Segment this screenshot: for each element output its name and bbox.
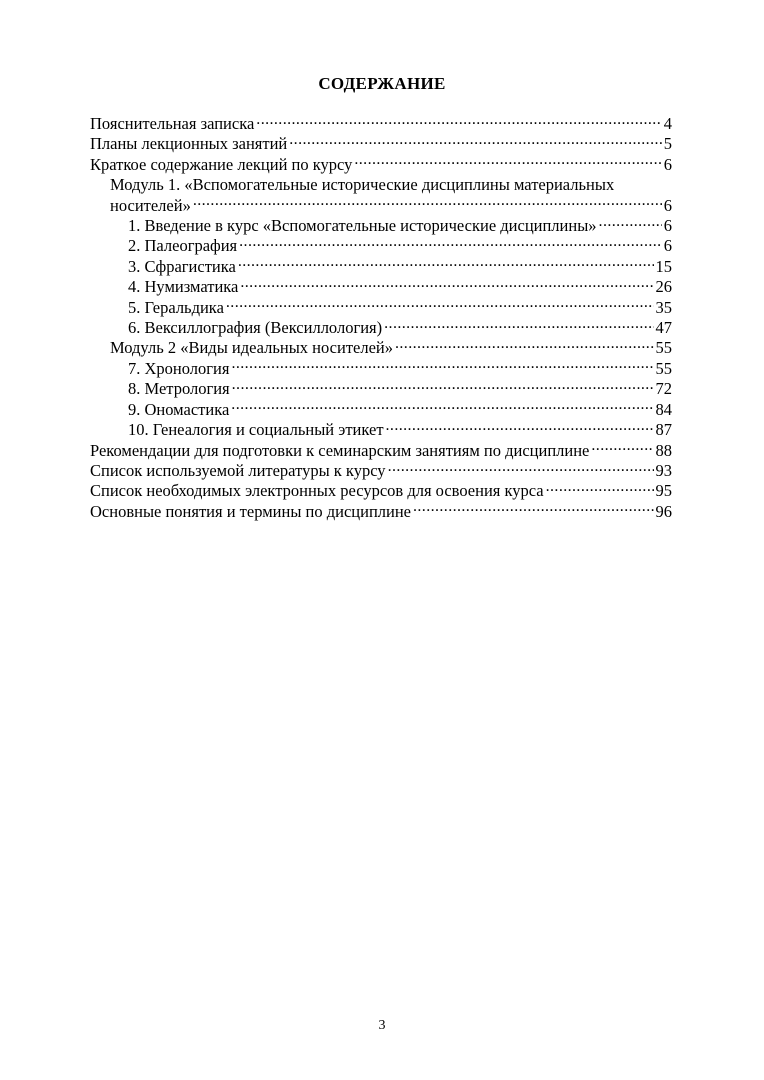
toc-leader-dots — [256, 115, 661, 129]
toc-entry-title: Основные понятия и термины по дисциплине — [90, 501, 411, 521]
toc-entry-title: 1. Введение в курс «Вспомогательные исторические дисциплины» — [128, 216, 597, 236]
toc-entry-literature[interactable] — [90, 461, 672, 481]
toc-leader-dots — [240, 278, 653, 292]
toc-entry-page: 35 — [655, 297, 672, 317]
toc-entry-explanatory-note[interactable] — [90, 114, 672, 134]
toc-entry-glossary[interactable] — [90, 502, 672, 522]
toc-entry-title: Краткое содержание лекций по курсу — [90, 154, 353, 174]
toc-entry-paleography[interactable] — [90, 236, 672, 256]
toc-entry-lecture-plans[interactable] — [90, 134, 672, 154]
toc-entry-vexillography[interactable] — [90, 318, 672, 338]
toc-entry-genealogy[interactable] — [90, 420, 672, 440]
toc-leader-dots — [384, 319, 653, 333]
toc-entry-page: 6 — [663, 236, 672, 256]
toc-entry-onomastics[interactable] — [90, 400, 672, 420]
toc-entry-page: 6 — [663, 216, 672, 236]
toc-entry-page: 26 — [655, 277, 672, 297]
toc-leader-dots — [239, 237, 662, 251]
toc-entry-page: 6 — [663, 195, 672, 215]
toc-leader-dots — [232, 380, 654, 394]
toc-leader-dots — [226, 299, 654, 313]
toc-entry-title: 5. Геральдика — [128, 297, 224, 317]
toc-entry-page: 55 — [655, 358, 672, 378]
toc-leader-dots — [599, 217, 662, 231]
toc-entry-page: 55 — [655, 338, 672, 358]
toc-leader-dots — [386, 421, 654, 435]
toc-entry-page: 95 — [655, 481, 672, 501]
toc-leader-dots — [354, 156, 661, 170]
table-of-contents — [90, 114, 672, 522]
toc-leader-dots — [231, 360, 653, 374]
toc-entry-chronology[interactable] — [90, 359, 672, 379]
toc-entry-title: 6. Вексиллография (Вексиллология) — [128, 318, 383, 338]
toc-leader-dots — [289, 135, 661, 149]
toc-entry-title: 3. Сфрагистика — [128, 256, 236, 276]
toc-entry-title: Модуль 2 «Виды идеальных носителей» — [110, 338, 393, 358]
toc-entry-seminar-recommendations[interactable] — [90, 441, 672, 461]
toc-entry-module-2[interactable] — [90, 338, 672, 358]
toc-entry-title: Список используемой литературы к курсу — [90, 460, 386, 480]
toc-entry-title: 4. Нумизматика — [128, 277, 239, 297]
toc-entry-title-line1: Модуль 1. «Вспомогательные исторические дисциплины материальных — [110, 175, 615, 195]
toc-leader-dots — [591, 442, 653, 456]
toc-entry-page: 93 — [655, 460, 672, 480]
toc-entry-page: 5 — [663, 134, 672, 154]
toc-entry-title: Планы лекционных занятий — [90, 134, 288, 154]
toc-entry-title: Рекомендации для подготовки к семинарским занятиям по дисциплине — [90, 440, 590, 460]
toc-entry-page: 88 — [655, 440, 672, 460]
toc-entry-page: 72 — [655, 379, 672, 399]
toc-entry-title: Список необходимых электронных ресурсов для освоения курса — [90, 481, 544, 501]
toc-entry-page: 84 — [655, 399, 672, 419]
toc-entry-page: 6 — [663, 154, 672, 174]
toc-entry-title-line2: носителей» — [110, 195, 191, 215]
toc-leader-dots — [413, 503, 654, 517]
toc-leader-dots — [546, 482, 654, 496]
toc-leader-dots — [388, 462, 654, 476]
toc-entry-module-1[interactable] — [90, 175, 672, 216]
toc-entry-intro[interactable] — [90, 216, 672, 236]
toc-entry-page: 4 — [663, 114, 672, 133]
toc-leader-dots — [231, 401, 653, 415]
toc-leader-dots — [238, 258, 654, 272]
toc-leader-dots — [193, 197, 662, 211]
toc-entry-page: 87 — [655, 420, 672, 440]
toc-entry-heraldry[interactable] — [90, 298, 672, 318]
toc-entry-page: 96 — [655, 501, 672, 521]
page-number: 3 — [378, 1018, 386, 1033]
toc-leader-dots — [395, 339, 654, 353]
toc-entry-title: 9. Ономастика — [128, 399, 230, 419]
toc-entry-title: 8. Метрология — [128, 379, 230, 399]
toc-entry-sphragistics[interactable] — [90, 257, 672, 277]
toc-entry-electronic-resources[interactable] — [90, 481, 672, 501]
toc-entry-title: 7. Хронология — [128, 358, 230, 378]
toc-entry-numismatics[interactable] — [90, 277, 672, 297]
toc-entry-title: Пояснительная записка — [90, 114, 255, 133]
toc-entry-page: 47 — [655, 318, 672, 338]
toc-entry-lecture-summary[interactable] — [90, 155, 672, 175]
toc-entry-title: 10. Генеалогия и социальный этикет — [128, 420, 384, 440]
toc-entry-page: 15 — [655, 256, 672, 276]
toc-entry-metrology[interactable] — [90, 379, 672, 399]
page-title: СОДЕРЖАНИЕ — [318, 74, 446, 93]
toc-entry-title: 2. Палеография — [128, 236, 238, 256]
